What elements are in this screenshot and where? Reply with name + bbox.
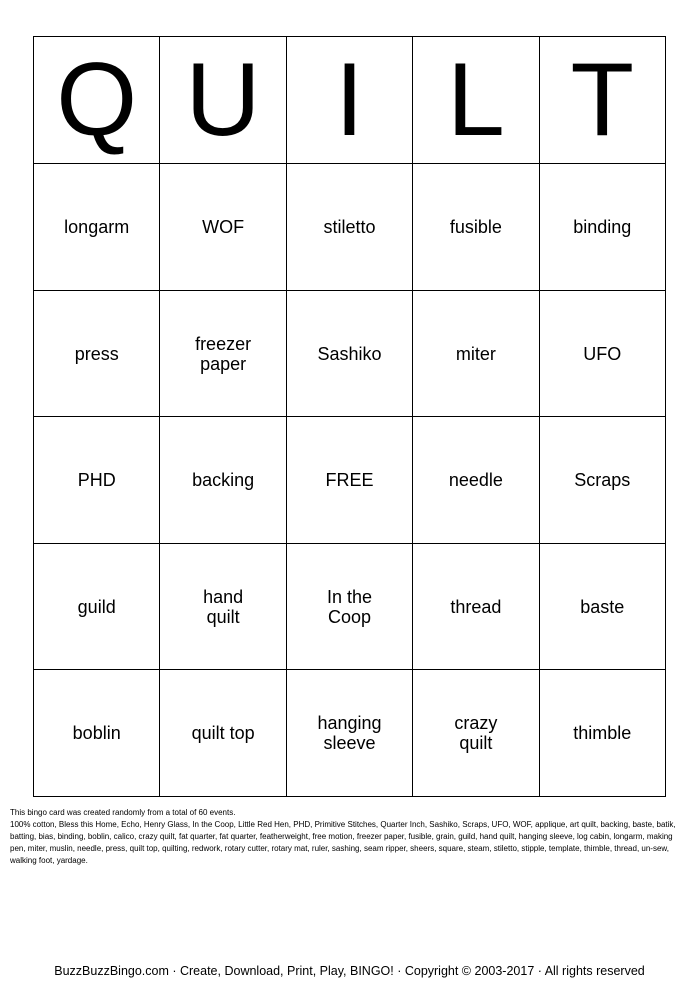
card-cell: hanging sleeve [286,670,412,797]
header-letter-i: I [286,37,412,164]
card-cell: In the Coop [286,544,412,670]
card-cell: thread [413,544,539,670]
header-letter-l: L [413,37,539,164]
card-row [34,291,666,417]
card-cell: UFO [539,291,665,417]
card-cell: guild [34,544,160,670]
card-cell: baste [539,544,665,670]
header-letter-u: U [160,37,286,164]
card-cell: press [34,291,160,417]
card-cell: miter [413,291,539,417]
card-cell: thimble [539,670,665,797]
free-space-cell: FREE [286,417,412,544]
card-cell: binding [539,164,665,291]
card-row [34,164,666,291]
card-cell: backing [160,417,286,544]
notes-intro: This bingo card was created randomly from a total of 60 events. [10,808,236,817]
card-cell: quilt top [160,670,286,797]
bingo-card [33,36,666,797]
card-cell: boblin [34,670,160,797]
card-cell: fusible [413,164,539,291]
card-notes [10,807,686,867]
card-cell: Scraps [539,417,665,544]
card-row [34,417,666,544]
card-row [34,544,666,670]
card-cell: PHD [34,417,160,544]
card-cell: needle [413,417,539,544]
page-footer: BuzzBuzzBingo.com · Create, Download, Print, Play, BINGO! · Copyright © 2003-2017 · All rights reserved [54,964,645,978]
header-letter-q: Q [34,37,160,164]
card-cell: longarm [34,164,160,291]
card-cell: Sashiko [286,291,412,417]
card-cell: WOF [160,164,286,291]
header-row [34,37,666,164]
header-letter-t: T [539,37,665,164]
card-row [34,670,666,797]
notes-event-list: 100% cotton, Bless this Home, Echo, Henry Glass, In the Coop, Little Red Hen, PHD, Primitive Stitches, Quarter Inch, Sashiko, Scraps, UFO, WOF, applique, art quilt, backing, baste, batik, batting, bias, binding, boblin, calico, crazy quilt, fat quarter, fat quarter, featherweight, free motion, freezer paper, fusible, grain, guild, hand quilt, hanging sleeve, log cabin, longarm, making pen, miter, muslin, needle, press, quilt top, quilting, redwork, rotary cutter, rotary mat, ruler, sashing, seam ripper, sheers, square, steam, stiletto, stipple, template, thimble, thread, un-sew, walking foot, yardage. [10,820,676,865]
card-cell: freezer paper [160,291,286,417]
card-cell: stiletto [286,164,412,291]
card-cell: hand quilt [160,544,286,670]
card-cell: crazy quilt [413,670,539,797]
